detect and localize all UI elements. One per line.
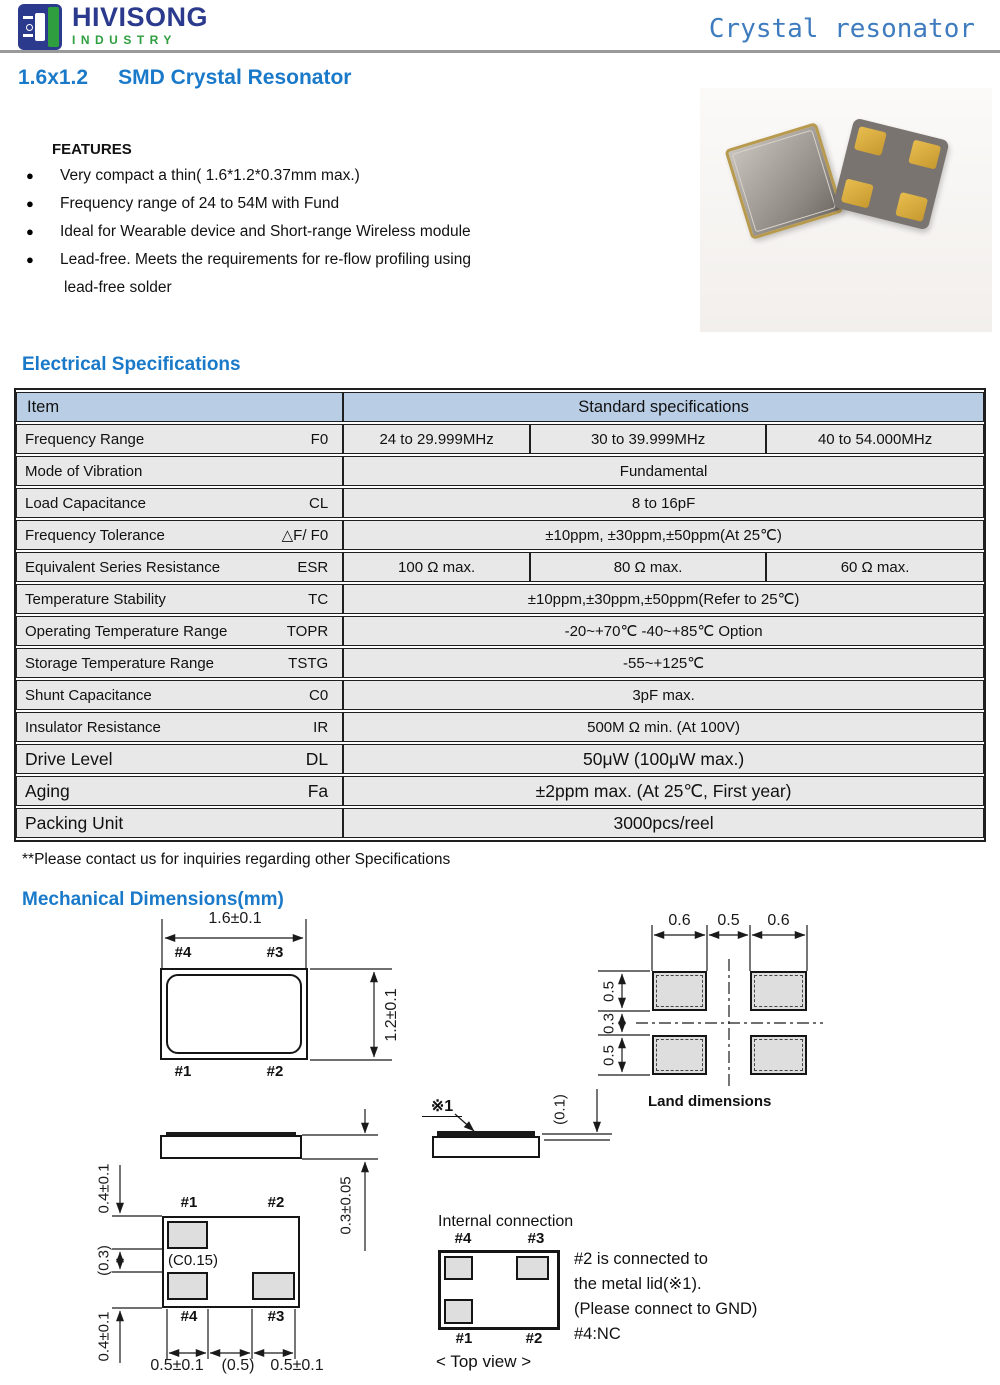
mechanical-drawings (0, 910, 1000, 1385)
pad-label: #1 (180, 1194, 198, 1211)
table-row: Aging Fa ±2ppm max. (At 25℃, First year) (16, 776, 984, 806)
dim-pad: (0.5) (221, 1357, 255, 1374)
table-row: Equivalent Series Resistance ESR 100 Ω max. 80 Ω max. 60 Ω max. (16, 552, 984, 582)
col-header-item: Item (16, 392, 343, 422)
dim-pad: 0.4±0.1 (95, 1163, 113, 1214)
side-view-body (160, 1135, 302, 1159)
feature-item: ● Frequency range of 24 to 54M with Fund (26, 195, 340, 212)
table-row: Temperature Stability TC ±10ppm,±30ppm,±50ppm(Refer to 25℃) (16, 584, 984, 614)
feature-item: ● Very compact a thin( 1.6*1.2*0.37mm max.) (26, 167, 360, 184)
pad-label: #2 (267, 1194, 285, 1211)
table-row: Frequency Range F0 24 to 29.999MHz 30 to 39.999MHz 40 to 54.000MHz (16, 424, 984, 454)
pad-label: #2 (525, 1330, 543, 1347)
bullet-icon: ● (26, 168, 34, 183)
features-heading: FEATURES (52, 141, 132, 158)
product-photo (700, 88, 992, 332)
pad-label: #3 (527, 1230, 545, 1247)
dim-land: 0.6 (668, 912, 691, 929)
hivisong-logo (18, 4, 208, 50)
specifications-note: **Please contact us for inquiries regarding other Specifications (22, 851, 451, 868)
package-top-view-outline (160, 968, 308, 1060)
chip-pad (854, 126, 887, 156)
bullet-icon: ● (26, 224, 34, 239)
page-header-section (0, 0, 1000, 330)
internal-connection-title: Internal connection (438, 1213, 574, 1230)
lid-reference-label: ※1 (422, 1096, 462, 1117)
bottom-view-pad (167, 1272, 208, 1300)
document-type-title: Crystal resonator (708, 14, 975, 44)
page-title (18, 66, 351, 90)
mechanical-dimensions-heading: Mechanical Dimensions(mm) (22, 889, 284, 910)
side-view-body (432, 1136, 540, 1158)
page-title-size: 1.6x1.2 (18, 66, 89, 89)
hivisong-logo-icon (18, 4, 62, 50)
package-lid-outline (166, 974, 302, 1054)
table-row: Shunt Capacitance C0 3pF max. (16, 680, 984, 710)
table-row: Frequency Tolerance △F/ F0 ±10ppm, ±30ppm,±50ppm(At 25℃) (16, 520, 984, 550)
dim-pad: 0.5±0.1 (150, 1357, 204, 1374)
dim-package-height: 1.2±0.1 (383, 988, 400, 1042)
land-pad (652, 971, 707, 1011)
brand-name: HIVISONG (72, 2, 209, 32)
electrical-specifications-heading: Electrical Specifications (22, 354, 241, 375)
chip-lid-view (724, 122, 843, 240)
feature-item: ● Ideal for Wearable device and Short-range Wireless module (26, 223, 471, 240)
chip-pad (841, 178, 874, 208)
table-row: Mode of Vibration Fundamental (16, 456, 984, 486)
pad-label: #3 (266, 944, 284, 961)
dim-pad: 0.5±0.1 (270, 1357, 324, 1374)
bullet-icon: ● (26, 196, 34, 211)
internal-pad (444, 1256, 473, 1280)
internal-pad (516, 1256, 549, 1280)
chip-pad (908, 140, 941, 170)
internal-pad (444, 1299, 473, 1324)
dim-lid-thickness: (0.1) (551, 1094, 569, 1125)
brand-subtitle: INDUSTRY (72, 33, 177, 47)
chip-pad-view (832, 118, 949, 231)
pad-label: #4 (180, 1308, 198, 1325)
dim-pad: (0.3) (95, 1245, 113, 1276)
page-title-name: SMD Crystal Resonator (118, 66, 352, 89)
feature-item: ● Lead-free. Meets the requirements for re-flow profiling using (26, 251, 471, 268)
table-row: Packing Unit 3000pcs/reel (16, 808, 984, 838)
dim-thickness: 0.3±0.05 (337, 1176, 355, 1235)
chip-pad (895, 192, 928, 222)
pad-label: #1 (174, 1063, 192, 1080)
dim-land: 0.3 (600, 1013, 618, 1034)
land-pad (750, 971, 807, 1011)
pad-label: #1 (455, 1330, 473, 1347)
table-row: Operating Temperature Range TOPR -20~+70℃ -40~+85℃ Option (16, 616, 984, 646)
dim-pad: 0.4±0.1 (95, 1311, 113, 1362)
dim-land: 0.5 (600, 1045, 618, 1066)
col-header-spec: Standard specifications (343, 392, 984, 422)
feature-item-continuation: lead-free solder (64, 279, 172, 296)
table-row: Storage Temperature Range TSTG -55~+125℃ (16, 648, 984, 678)
table-header-row (16, 392, 984, 422)
pad-label: #3 (267, 1308, 285, 1325)
table-row: Insulator Resistance IR 500M Ω min. (At 100V) (16, 712, 984, 742)
pad-label: #4 (174, 944, 192, 961)
bottom-view-pad (252, 1272, 295, 1300)
land-dimensions-caption: Land dimensions (648, 1093, 772, 1110)
chamfer-note: (C0.15) (168, 1252, 219, 1269)
bottom-view-pad (167, 1221, 208, 1249)
land-pad (652, 1035, 707, 1075)
table-row: Load Capacitance CL 8 to 16pF (16, 488, 984, 518)
pad-label: #4 (454, 1230, 472, 1247)
pad-label: #2 (266, 1063, 284, 1080)
electrical-specs-table (14, 388, 986, 842)
dim-land: 0.6 (767, 912, 790, 929)
dim-package-width: 1.6±0.1 (208, 910, 262, 927)
table-row: Drive Level DL 50μW (100μW max.) (16, 744, 984, 774)
land-pad (750, 1035, 807, 1075)
internal-connection-note: #2 is connected to the metal lid(※1). (Please connect to GND) #4:NC (574, 1250, 758, 1343)
dim-land: 0.5 (717, 912, 740, 929)
bullet-icon: ● (26, 252, 34, 267)
dim-land: 0.5 (600, 981, 618, 1002)
features-list (26, 166, 686, 297)
header-divider (0, 50, 1000, 53)
top-view-caption: < Top view > (436, 1352, 532, 1371)
